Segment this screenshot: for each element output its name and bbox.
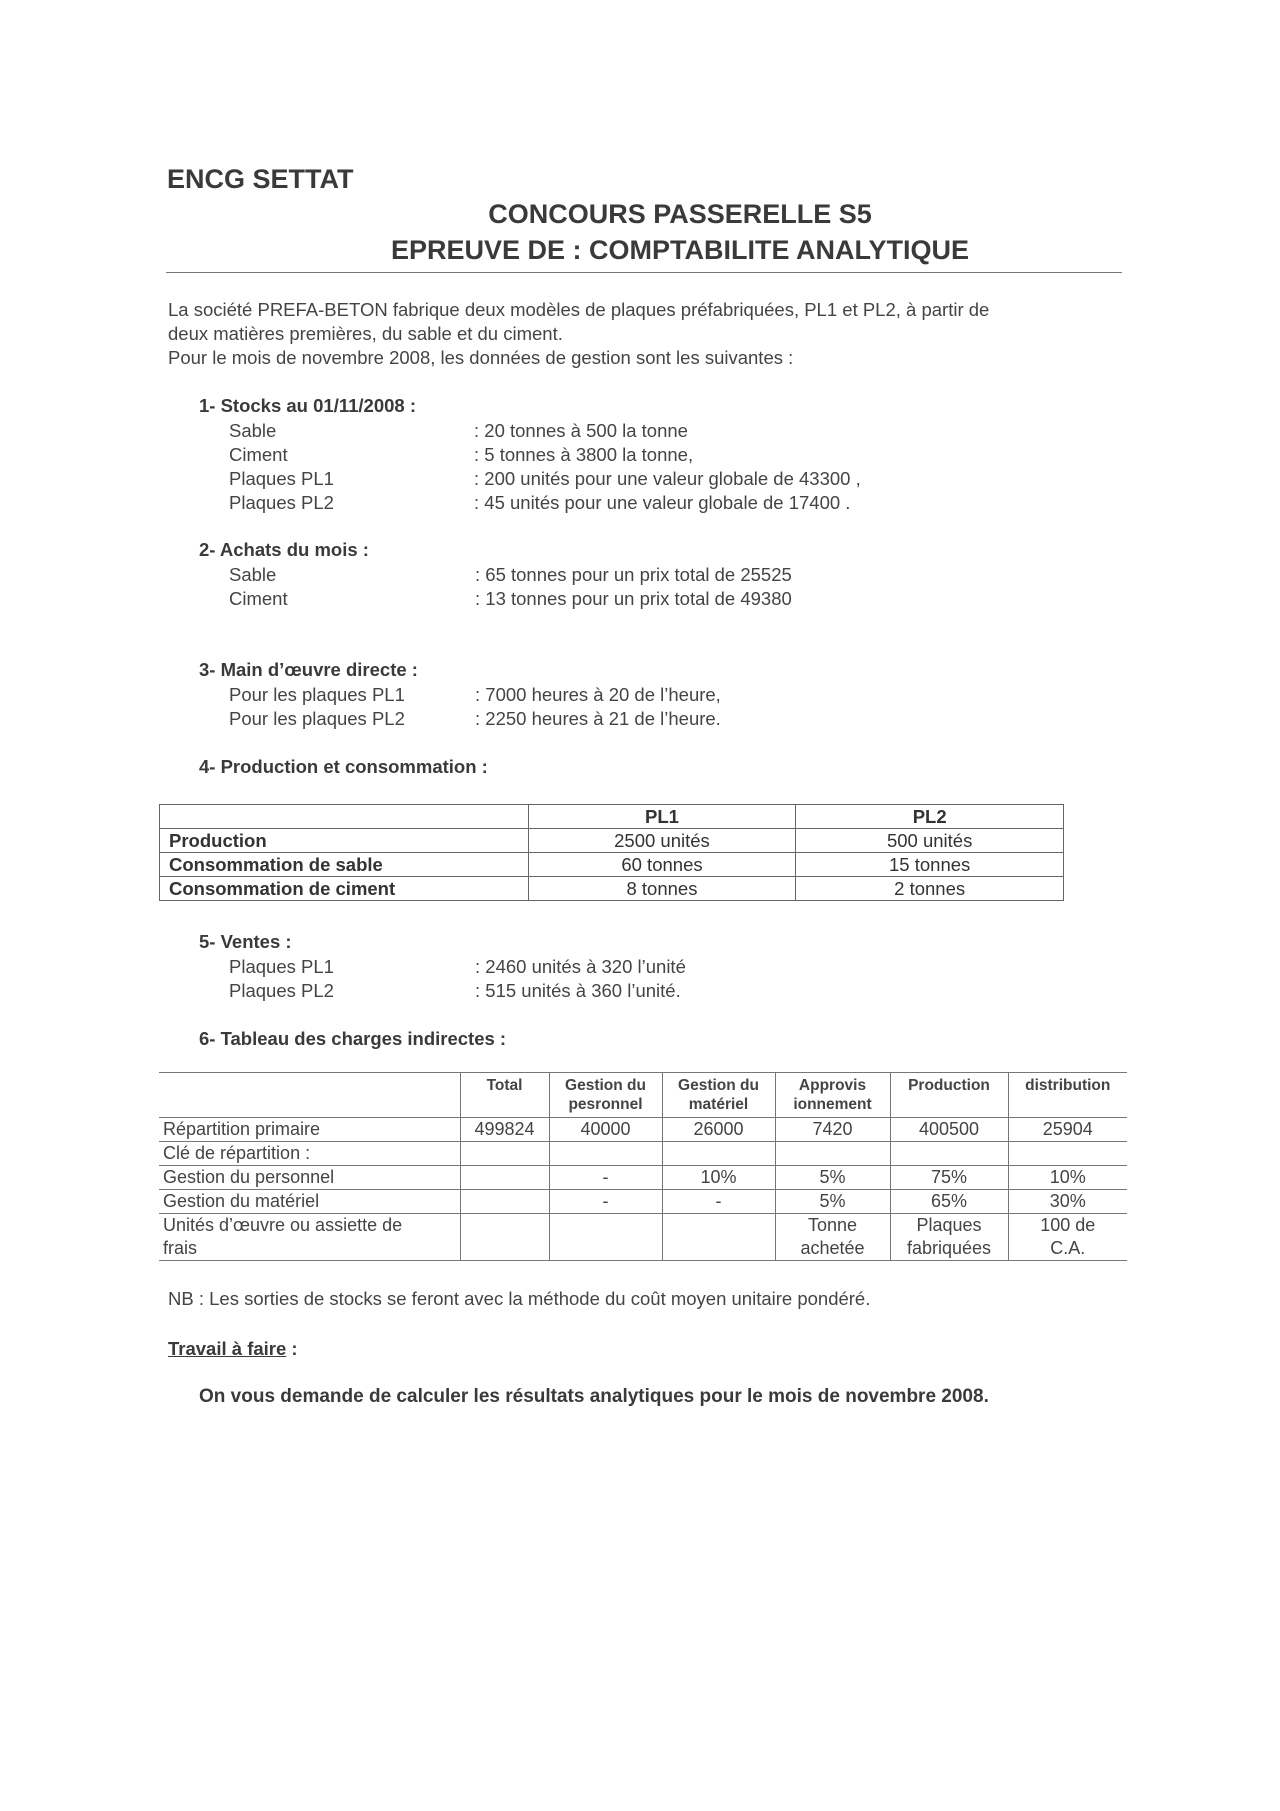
table-cell — [775, 1142, 890, 1166]
stocks-list — [229, 419, 861, 515]
mod-list — [229, 683, 721, 731]
table-cell: 8 tonnes — [528, 877, 796, 901]
task-heading: Travail à faire : — [168, 1338, 298, 1359]
table-cell: 2 tonnes — [796, 877, 1064, 901]
table-row — [160, 853, 1064, 877]
table-cell — [890, 1142, 1008, 1166]
intro-line: La société PREFA-BETON fabrique deux modèles de plaques préfabriquées, PL1 et PL2, à partir de — [168, 299, 990, 320]
column-header-gestion-personnel: Gestion du pesronnel — [549, 1073, 662, 1118]
list-item: Plaques PL2 : 515 unités à 360 l’unité. — [229, 980, 681, 1001]
section-title-production: 4- Production et consommation : — [199, 756, 488, 777]
table-cell: 25904 — [1008, 1118, 1127, 1142]
table-cell: 499824 — [460, 1118, 549, 1142]
table-row — [159, 1118, 1127, 1142]
table-cell: Tonne achetée — [775, 1214, 890, 1261]
ventes-list — [229, 955, 686, 1003]
row-label: Consommation de sable — [160, 853, 529, 877]
table-cell — [549, 1142, 662, 1166]
table-cell: 15 tonnes — [796, 853, 1064, 877]
list-item: Ciment : 5 tonnes à 3800 la tonne, — [229, 444, 694, 465]
row-label: Unités d’œuvre ou assiette de frais — [159, 1214, 460, 1261]
table-cell: 500 unités — [796, 829, 1064, 853]
charges-table — [159, 1072, 1127, 1261]
list-item: Plaques PL1 : 2460 unités à 320 l’unité — [229, 956, 686, 977]
table-cell: 40000 — [549, 1118, 662, 1142]
table-header-row — [159, 1073, 1127, 1118]
table-cell — [460, 1190, 549, 1214]
column-header-pl2: PL2 — [796, 805, 1064, 829]
table-cell: 75% — [890, 1166, 1008, 1190]
table-cell: 10% — [1008, 1166, 1127, 1190]
column-header-production: Production — [890, 1073, 1008, 1118]
section-title-mod: 3- Main d’œuvre directe : — [199, 659, 418, 680]
table-row — [159, 1190, 1127, 1214]
row-label: Gestion du personnel — [159, 1166, 460, 1190]
nb-note: NB : Les sorties de stocks se feront avec la méthode du coût moyen unitaire pondéré. — [168, 1288, 871, 1309]
table-cell: - — [549, 1190, 662, 1214]
table-cell — [460, 1142, 549, 1166]
column-header-approvisionnement: Approvis ionnement — [775, 1073, 890, 1118]
list-item: Sable : 20 tonnes à 500 la tonne — [229, 420, 688, 441]
school-name: ENCG SETTAT — [167, 164, 354, 194]
table-cell — [460, 1214, 549, 1261]
list-item: Plaques PL2 : 45 unités pour une valeur globale de 17400 . — [229, 492, 851, 513]
production-table — [159, 804, 1064, 901]
table-row — [160, 877, 1064, 901]
table-cell: 7420 — [775, 1118, 890, 1142]
list-item: Pour les plaques PL2 : 2250 heures à 21 de l’heure. — [229, 708, 721, 729]
table-cell: 100 de C.A. — [1008, 1214, 1127, 1261]
table-row — [159, 1142, 1127, 1166]
column-header-distribution: distribution — [1008, 1073, 1127, 1118]
row-label: Gestion du matériel — [159, 1190, 460, 1214]
table-cell: 2500 unités — [528, 829, 796, 853]
intro-line: Pour le mois de novembre 2008, les données de gestion sont les suivantes : — [168, 347, 794, 368]
table-cell — [1008, 1142, 1127, 1166]
table-row — [159, 1166, 1127, 1190]
table-cell: 26000 — [662, 1118, 775, 1142]
table-row — [159, 1214, 1127, 1261]
table-cell: 30% — [1008, 1190, 1127, 1214]
table-cell — [549, 1214, 662, 1261]
section-title-charges: 6- Tableau des charges indirectes : — [199, 1028, 507, 1049]
table-row — [160, 829, 1064, 853]
table-cell: - — [662, 1190, 775, 1214]
row-label: Clé de répartition : — [159, 1142, 460, 1166]
table-cell: 60 tonnes — [528, 853, 796, 877]
achats-list — [229, 563, 792, 611]
header-divider — [166, 272, 1122, 273]
intro-line: deux matières premières, du sable et du ciment. — [168, 323, 563, 344]
table-cell: 5% — [775, 1190, 890, 1214]
column-header-pl1: PL1 — [528, 805, 796, 829]
exam-title: CONCOURS PASSERELLE S5 — [488, 199, 872, 229]
table-header-row — [160, 805, 1064, 829]
table-cell: Plaques fabriquées — [890, 1214, 1008, 1261]
table-cell: 400500 — [890, 1118, 1008, 1142]
list-item: Pour les plaques PL1 : 7000 heures à 20 de l’heure, — [229, 684, 721, 705]
row-label: Consommation de ciment — [160, 877, 529, 901]
row-label: Production — [160, 829, 529, 853]
column-header-gestion-materiel: Gestion du matériel — [662, 1073, 775, 1118]
intro-paragraph — [168, 298, 1108, 370]
table-cell — [662, 1142, 775, 1166]
list-item: Plaques PL1 : 200 unités pour une valeur globale de 43300 , — [229, 468, 861, 489]
section-title-ventes: 5- Ventes : — [199, 931, 292, 952]
row-label: Répartition primaire — [159, 1118, 460, 1142]
section-title-stocks: 1- Stocks au 01/11/2008 : — [199, 395, 416, 416]
list-item: Sable : 65 tonnes pour un prix total de 25525 — [229, 564, 792, 585]
table-cell: - — [549, 1166, 662, 1190]
section-title-achats: 2- Achats du mois : — [199, 539, 369, 560]
table-cell — [662, 1214, 775, 1261]
list-item: Ciment : 13 tonnes pour un prix total de 49380 — [229, 588, 792, 609]
table-cell: 65% — [890, 1190, 1008, 1214]
task-instruction: On vous demande de calculer les résultats analytiques pour le mois de novembre 2008. — [199, 1386, 989, 1407]
exam-subject: EPREUVE DE : COMPTABILITE ANALYTIQUE — [390, 235, 970, 265]
table-cell: 5% — [775, 1166, 890, 1190]
table-cell — [460, 1166, 549, 1190]
column-header-total: Total — [460, 1073, 549, 1118]
table-cell: 10% — [662, 1166, 775, 1190]
